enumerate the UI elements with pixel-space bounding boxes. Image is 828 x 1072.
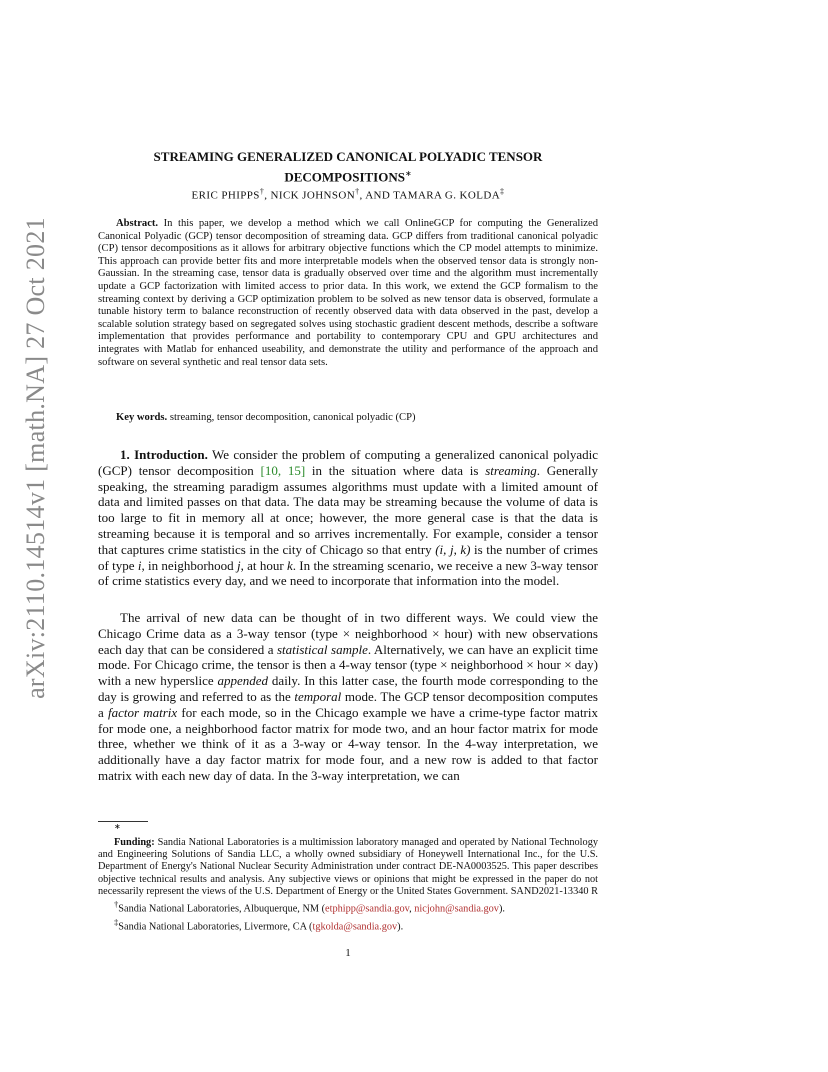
- intro-paragraph-1: [98, 447, 598, 589]
- fn2-mark: †: [114, 899, 119, 910]
- fn3-end: ).: [397, 921, 404, 933]
- p2-text-e: for each mode, so in the Chicago example we have a crime-type factor matrix for mode one, a neighborhood factor matrix for mode two, and an hour factor matrix for mode three, whether we think of it as a 3-way or 4-way tensor. In the 4-way interpretation, we additionally have a day factor matrix for mode four, and a new row is added to that factor matrix with each new day of data. In the 3-way interpretation, we can: [98, 704, 599, 783]
- p1-text-d: is the number of crimes of type: [98, 541, 598, 573]
- fn2-end: ).: [498, 903, 505, 915]
- intro-paragraph-2: [98, 610, 598, 784]
- p1-text-e: , in neighborhood: [141, 557, 237, 573]
- funding-footnote: [98, 837, 598, 898]
- math-k: k: [286, 557, 293, 573]
- section-heading: 1. Introduction.: [120, 447, 208, 462]
- math-i: i: [137, 557, 142, 573]
- author-2: , NICK JOHNSON: [264, 189, 356, 202]
- author-1: ERIC PHIPPS: [191, 189, 260, 202]
- p1-text-c: . Generally speaking, the streaming paradigm assumes algorithms must update with a limited amount of data and limited passes on that data. The data may be streaming because the volume of data is too large to fit in memory all at once; however, the more general case is that the data is streaming because it is temporal and so arrives incrementally. For example, consider a tensor that captures crime statistics in the city of Chicago so that entry: [98, 462, 598, 557]
- page-number: 1: [345, 947, 351, 959]
- fn2-text: Sandia National Laboratories, Albuquerque, NM (: [118, 903, 326, 915]
- arxiv-identifier: arXiv:2110.14514v1 [math.NA] 27 Oct 2021: [21, 217, 50, 699]
- paper-title: [98, 148, 598, 185]
- affiliation-footnote-1: [98, 898, 598, 916]
- fn3-mark: ‡: [114, 916, 119, 927]
- p2-text-c: daily. In this latter case, the fourth mode corresponding to the day is growing and referred to as the: [98, 673, 598, 704]
- citation-link[interactable]: [10, 15]: [260, 462, 306, 478]
- abstract-label: Abstract.: [116, 218, 159, 229]
- abstract-text: In this paper, we develop a method which we call OnlineGCP for computing the Generalized Canonical Polyadic (GCP) tensor decomposition of streaming data. GCP differs from traditional canonical polyadic (CP) tensor decompositions as it allows for arbitrary objective functions which the CP model attempts to minimize. This approach can provide better fits and more interpretable models when the observed tensor data is strongly non-Gaussian. In the streaming case, tensor data is gradually observed over time and the algorithm must incrementally update a GCP factorization with limited access to prior data. In this work, we extend the GCP formalism to the streaming context by deriving a GCP optimization problem to be solved as new tensor data is observed, formulate a tunable history term to balance reconstruction of recently observed data with data observed in the past, develop a scalable solution strategy based on segregated solves using stochastic gradient descent methods, describe a software implementation that provides performance and portability to contemporary CPU and GPU architectures and integrates with Matlab for enhanced useability, and demonstrate the utility and performance of the approach and software on several synthetic and real tensor data sets.: [98, 218, 598, 368]
- email-link-etphipp[interactable]: etphipp@sandia.gov: [325, 903, 410, 915]
- author-3-mark: ‡: [500, 187, 505, 196]
- affiliation-footnote-2: [98, 916, 598, 934]
- p1-text-f: , at hour: [240, 557, 287, 573]
- arxiv-sidebar-stamp: [16, 217, 56, 699]
- author-2-mark: †: [355, 187, 360, 196]
- keywords-label: Key words.: [116, 412, 168, 423]
- footnote-divider: [98, 821, 148, 822]
- p1-emphasis: streaming: [485, 462, 537, 478]
- email-link-nicjohn[interactable]: nicjohn@sandia.gov: [414, 903, 499, 915]
- p1-text-b: in the situation where data is: [305, 462, 486, 478]
- p2-text-a: The arrival of new data can be thought of in two different ways. We could view the Chicago Crime data as a 3-way tensor (type × neighborhood × hour) with new observations each day that can be considered a: [98, 610, 598, 657]
- fn3-text: Sandia National Laboratories, Livermore, CA (: [118, 921, 313, 933]
- fn2-sep: ,: [409, 903, 415, 915]
- p2-text-b: . Alternatively, we can have an explicit time mode. For Chicago crime, the tensor is then a 4-way tensor (type × neighborhood × hour × day) with a new hyperslice: [98, 641, 598, 689]
- p2-emphasis-1: statistical sample: [276, 641, 368, 657]
- author-3: , AND TAMARA G. KOLDA: [359, 189, 501, 202]
- email-link-tgkolda[interactable]: tgkolda@sandia.gov: [312, 921, 398, 933]
- title-line-2: DECOMPOSITIONS: [284, 169, 405, 185]
- footnotes: [98, 837, 598, 933]
- footnote-star-mark: ∗: [114, 822, 121, 831]
- funding-label: Funding:: [114, 837, 155, 848]
- p2-emphasis-3: temporal: [294, 688, 342, 704]
- keywords-text: streaming, tensor decomposition, canonical polyadic (CP): [169, 412, 416, 423]
- p2-emphasis-2: appended: [217, 673, 269, 689]
- p2-emphasis-4: factor matrix: [107, 704, 178, 720]
- keywords: [116, 412, 596, 423]
- math-j: j: [236, 557, 241, 573]
- author-1-mark: †: [259, 187, 265, 196]
- p1-text-a: We consider the problem of computing a generalized canonical polyadic (GCP) tensor decomposition: [98, 447, 599, 478]
- author-list: [98, 187, 598, 202]
- title-line-1: STREAMING GENERALIZED CANONICAL POLYADIC TENSOR: [153, 149, 543, 164]
- funding-text: Sandia National Laboratories is a multimission laboratory managed and operated by National Technology and Engineering Solutions of Sandia LLC, a wholly owned subsidiary of Honeywell International Inc., for the U.S. Department of Energy's National Nuclear Security Administration under contract DE-NA0003525. This paper describes objective technical results and analysis. Any subjective views or opinions that might be expressed in the paper do not necessarily represent the views of the U.S. Department of Energy or the United States Government. SAND2021-13340 R: [98, 837, 598, 897]
- p1-text-g: . In the streaming scenario, we receive a new 3-way tensor of crime statistics every day, and we need to incorporate that information into the model.: [98, 557, 598, 589]
- math-ijk: (i, j, k): [435, 541, 471, 557]
- p2-text-d: mode. The GCP tensor decomposition computes a: [98, 688, 598, 720]
- title-footnote-mark: ∗: [404, 169, 412, 178]
- abstract: [98, 218, 598, 369]
